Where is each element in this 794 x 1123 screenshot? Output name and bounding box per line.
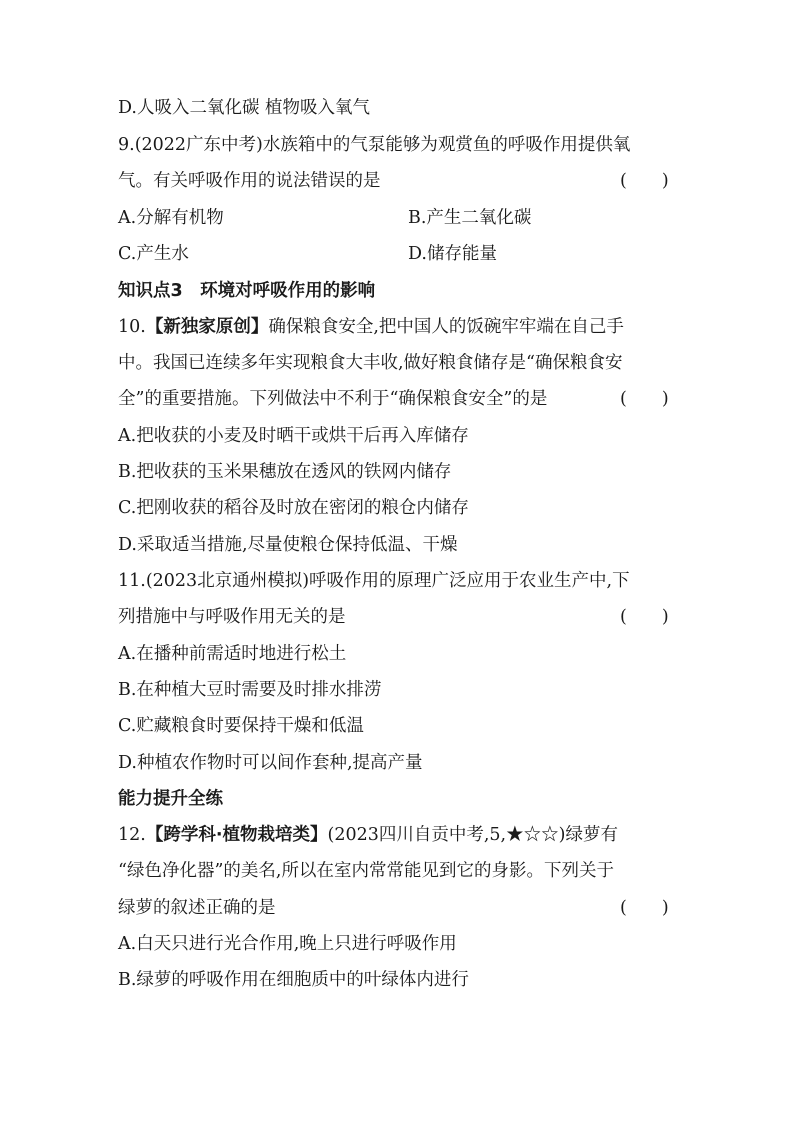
q11-option-a: A.在播种前需适时地进行松土	[118, 644, 347, 664]
q10-option-d: D.采取适当措施,尽量使粮仓保持低温、干燥	[118, 535, 458, 555]
q10-number: 10.	[118, 317, 146, 337]
section-heading-knowledge-3: 知识点3 环境对呼吸作用的影响	[118, 281, 376, 301]
q9-option-d: D.储存能量	[408, 244, 497, 264]
q12-stem-line-2: “绿色净化器”的美名,所以在室内常常能见到它的身影。下列关于	[118, 861, 614, 881]
q9-option-b: B.产生二氧化碳	[408, 208, 532, 228]
q8-option-d: D.人吸入二氧化碳 植物吸入氧气	[118, 98, 371, 118]
q9-option-a: A.分解有机物	[118, 208, 224, 228]
q12-option-b: B.绿萝的呼吸作用在细胞质中的叶绿体内进行	[118, 970, 469, 990]
q12-stem-line-1-text: (2023四川自贡中考,5,★☆☆)绿萝有	[327, 825, 618, 845]
q10-option-a: A.把收获的小麦及时晒干或烘干后再入库储存	[118, 426, 469, 446]
q11-option-b: B.在种植大豆时需要及时排水排涝	[118, 680, 382, 700]
q11-option-d: D.种植农作物时可以间作套种,提高产量	[118, 753, 423, 773]
q11-option-c: C.贮藏粮食时要保持干燥和低温	[118, 716, 364, 736]
q10-tag: 【新独家原创】	[145, 317, 269, 337]
q9-stem-line-1: 9.(2022广东中考)水族箱中的气泵能够为观赏鱼的呼吸作用提供氧	[118, 135, 631, 155]
q11-answer-blank: ( )	[620, 607, 669, 627]
q9-option-c: C.产生水	[118, 244, 189, 264]
q10-stem-line-1	[118, 315, 624, 339]
section-heading-ability: 能力提升全练	[118, 789, 223, 809]
q12-tag: 【跨学科·植物栽培类】	[145, 825, 328, 845]
q9-answer-blank: ( )	[620, 171, 669, 191]
q10-stem-line-2: 中。我国已连续多年实现粮食大丰收,做好粮食储存是“确保粮食安	[118, 353, 623, 373]
q10-option-c: C.把刚收获的稻谷及时放在密闭的粮仓内储存	[118, 498, 469, 518]
q10-answer-blank: ( )	[620, 389, 669, 409]
q11-stem-line-2: 列措施中与呼吸作用无关的是	[118, 607, 346, 627]
q12-stem-line-1	[118, 823, 618, 847]
q10-option-b: B.把收获的玉米果穗放在透风的铁网内储存	[118, 462, 452, 482]
q10-stem-line-3: 全”的重要措施。下列做法中不利于“确保粮食安全”的是	[118, 389, 548, 409]
q12-answer-blank: ( )	[620, 898, 669, 918]
q10-stem-line-1-text: 确保粮食安全,把中国人的饭碗牢牢端在自己手	[268, 317, 624, 337]
q9-stem-line-2: 气。有关呼吸作用的说法错误的是	[118, 171, 381, 191]
q12-option-a: A.白天只进行光合作用,晚上只进行呼吸作用	[118, 934, 457, 954]
q11-stem-line-1: 11.(2023北京通州模拟)呼吸作用的原理广泛应用于农业生产中,下	[118, 571, 630, 591]
q12-stem-line-3: 绿萝的叙述正确的是	[118, 898, 276, 918]
q12-number: 12.	[118, 825, 146, 845]
